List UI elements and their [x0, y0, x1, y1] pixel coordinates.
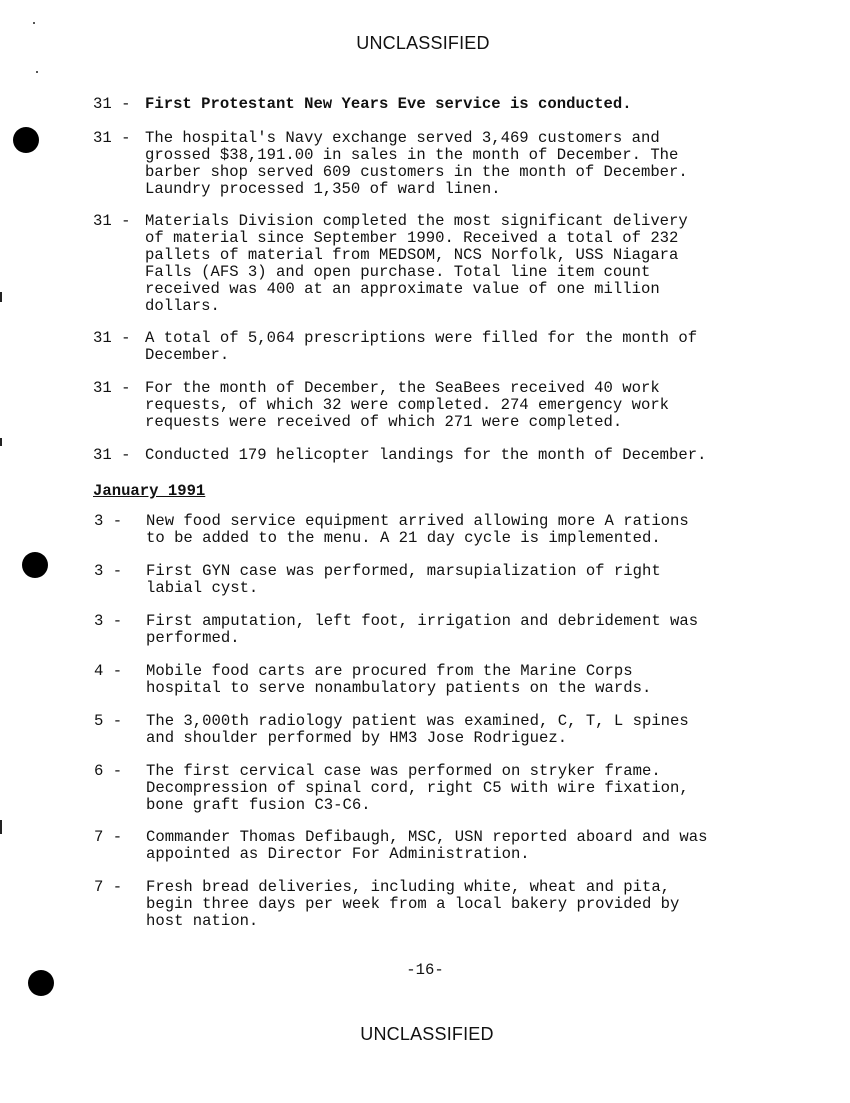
header-classification: UNCLASSIFIED [356, 33, 490, 53]
page-number: -16- [406, 961, 444, 979]
entry-date: 3 - [94, 562, 123, 580]
entry-text: The hospital's Navy exchange served 3,469 customers and grossed $38,191.00 in sales in the month of December. The barber shop served 609 customers in the month of December. Laundry processed 1,350 of ward linen. [145, 129, 688, 198]
scan-edge-mark [0, 438, 2, 446]
entry-text: First Protestant New Years Eve service is conducted. [145, 95, 632, 113]
punch-hole [13, 127, 39, 153]
entry-text: First GYN case was performed, marsupialization of right labial cyst. [146, 562, 661, 597]
entry-text: First amputation, left foot, irrigation and debridement was performed. [146, 612, 699, 647]
footer-classification: UNCLASSIFIED [360, 1024, 494, 1044]
entry-text: Mobile food carts are procured from the Marine Corps hospital to serve nonambulatory patients on the wards. [146, 662, 652, 697]
entry-text: The 3,000th radiology patient was examined, C, T, L spines and shoulder performed by HM3 Jose Rodriguez. [146, 712, 689, 747]
section-heading-january: January 1991 [93, 482, 206, 500]
entry-date: 31 - [93, 212, 131, 230]
entry-text: A total of 5,064 prescriptions were filled for the month of December. [145, 329, 698, 364]
entry-date: 7 - [94, 878, 123, 896]
entry-text: Conducted 179 helicopter landings for the month of December. [145, 446, 707, 464]
entry-date: 31 - [93, 446, 131, 464]
entry-date: 7 - [94, 828, 123, 846]
entry-text: The first cervical case was performed on stryker frame. Decompression of spinal cord, right C5 with wire fixation, bone graft fusion C3-C6. [146, 762, 689, 814]
entry-date: 3 - [94, 512, 123, 530]
scan-edge-mark [0, 292, 2, 302]
scan-edge-mark [0, 820, 2, 834]
entry-text: Materials Division completed the most significant delivery of material since September 1990. Received a total of 232 pallets of material from MEDSOM, NCS Norfolk, USS Niagara Falls (AFS 3) and open purchase. Total line item count received was 400 at an approximate value of one million dollars. [145, 212, 688, 315]
entry-date: 3 - [94, 612, 123, 630]
entry-date: 4 - [94, 662, 123, 680]
entry-date: 31 - [93, 329, 131, 347]
entry-text: For the month of December, the SeaBees received 40 work requests, of which 32 were completed. 274 emergency work requests were received of which 271 were completed. [145, 379, 670, 431]
entry-text: Commander Thomas Defibaugh, MSC, USN reported aboard and was appointed as Director For Administration. [146, 828, 708, 863]
scan-speck [33, 22, 35, 24]
entry-text: New food service equipment arrived allowing more A rations to be added to the menu. A 21 day cycle is implemented. [146, 512, 689, 547]
punch-hole [22, 552, 48, 578]
entry-date: 31 - [93, 379, 131, 397]
entry-text: Fresh bread deliveries, including white, wheat and pita, begin three days per week from a local bakery provided by host nation. [146, 878, 680, 930]
entry-date: 5 - [94, 712, 123, 730]
entry-date: 31 - [93, 129, 131, 147]
entry-date: 31 - [93, 95, 131, 113]
entry-date: 6 - [94, 762, 123, 780]
scan-speck [36, 71, 38, 73]
